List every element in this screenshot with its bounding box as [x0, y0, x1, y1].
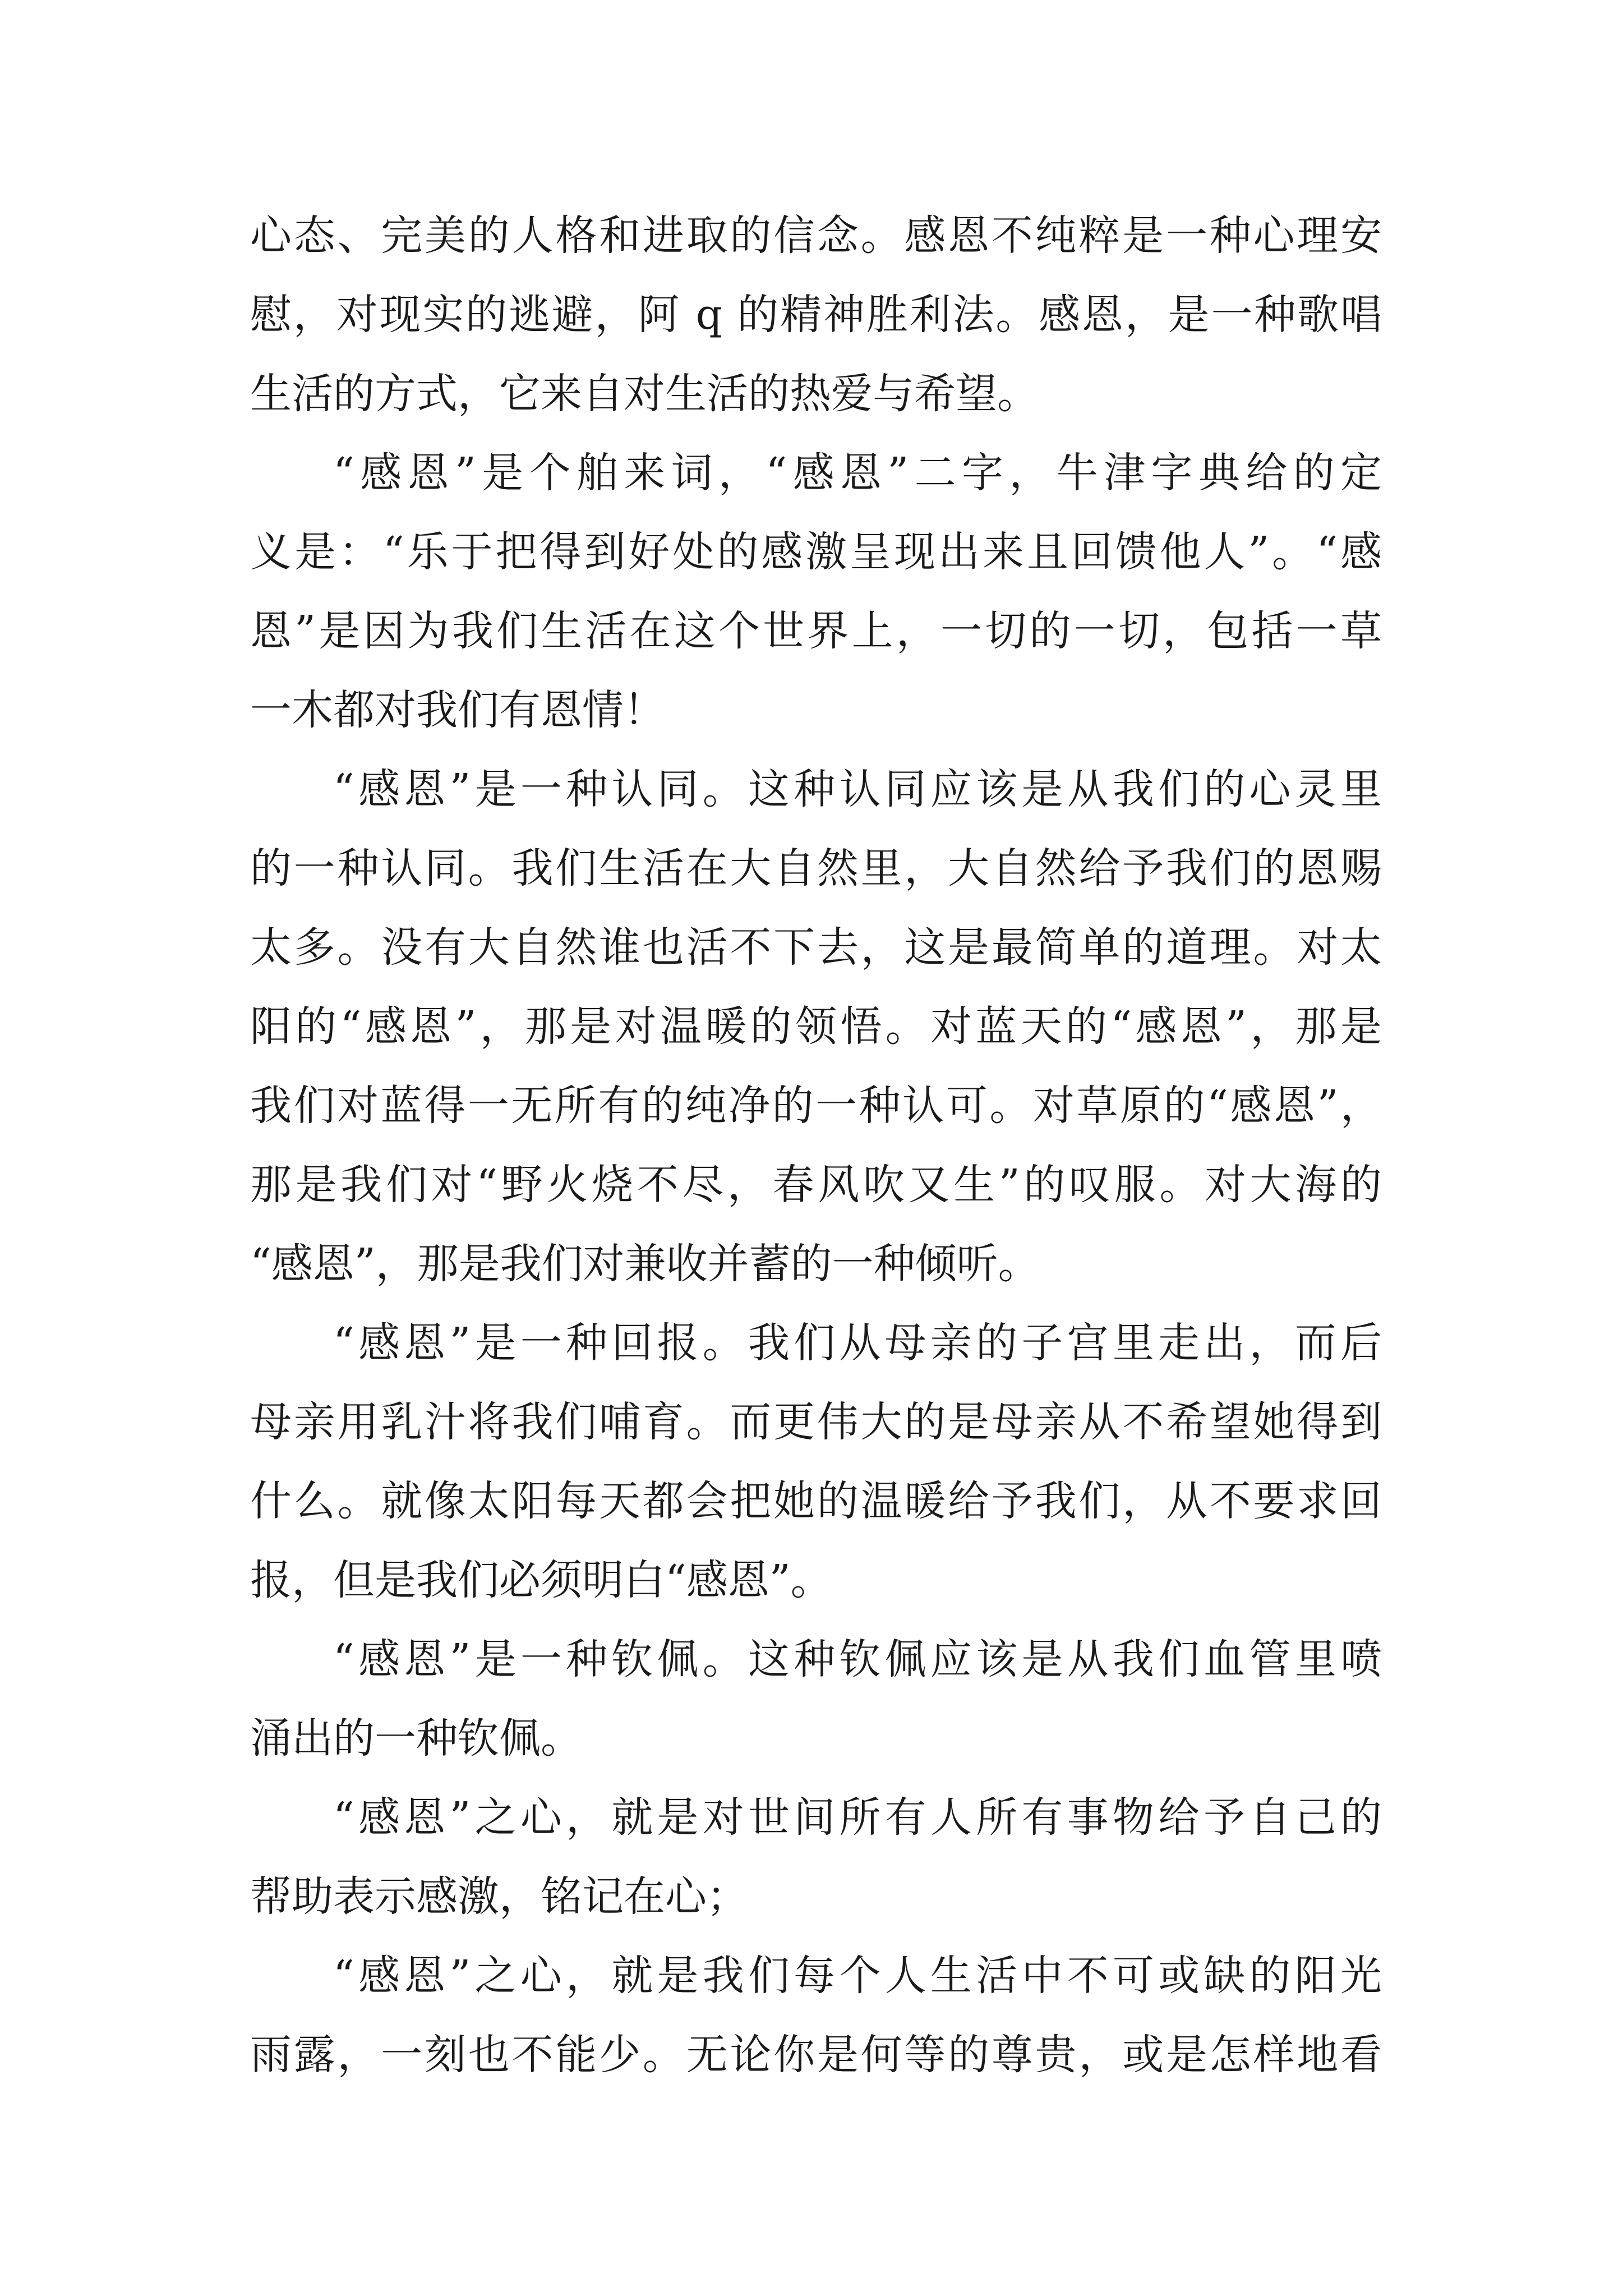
text-line: 母亲用乳汁将我们哺育。而更伟大的是母亲从不希望她得到 — [250, 1398, 1382, 1446]
text-line: 我们对蓝得一无所有的纯净的一种认可。对草原的“感恩”， — [250, 1082, 1382, 1130]
text-line: 报，但是我们必须明白“感恩”。 — [250, 1556, 832, 1604]
text-line: 慰，对现实的逃避，阿 q 的精神胜利法。感恩，是一种歌唱 — [250, 291, 1382, 339]
text-line: “感恩”是一种钦佩。这种钦佩应该是从我们血管里喷 — [333, 1635, 1382, 1683]
text-line: 帮助表示感激，铭记在心； — [250, 1872, 748, 1921]
paragraph — [250, 196, 1382, 434]
text-line: “感恩”是一种回报。我们从母亲的子宫里走出，而后 — [333, 1319, 1382, 1367]
paragraph — [250, 434, 1382, 750]
text-line: 的一种认同。我们生活在大自然里，大自然给予我们的恩赐 — [250, 844, 1382, 892]
text-line: 恩”是因为我们生活在这个世界上，一切的一切，包括一草 — [250, 607, 1382, 655]
text-line: 雨露，一刻也不能少。无论你是何等的尊贵，或是怎样地看 — [250, 2031, 1382, 2079]
text-line: “感恩”是个舶来词，“感恩”二字，牛津字典给的定 — [333, 449, 1382, 497]
paragraph — [250, 1304, 1382, 1620]
text-line: 义是：“乐于把得到好处的感激呈现出来且回馈他人”。“感 — [250, 528, 1382, 576]
paragraph — [250, 1778, 1382, 1936]
text-line: 阳的“感恩”，那是对温暖的领悟。对蓝天的“感恩”，那是 — [250, 1002, 1382, 1051]
document-page — [250, 196, 1382, 2095]
text-line: “感恩”之心，就是对世间所有人所有事物给予自己的 — [333, 1793, 1382, 1842]
text-line: “感恩”，那是我们对兼收并蓄的一种倾听。 — [250, 1240, 1040, 1288]
paragraph — [250, 1936, 1382, 2095]
text-line: “感恩”之心，就是我们每个人生活中不可或缺的阳光 — [333, 1952, 1382, 2000]
text-line: “感恩”是一种认同。这种认同应该是从我们的心灵里 — [333, 765, 1382, 813]
paragraph — [250, 1620, 1382, 1778]
text-line: 什么。就像太阳每天都会把她的温暖给予我们，从不要求回 — [250, 1477, 1382, 1525]
text-line: 生活的方式，它来自对生活的热爱与希望。 — [250, 370, 1039, 418]
text-line: 涌出的一种钦佩。 — [250, 1714, 582, 1763]
text-line: 那是我们对“野火烧不尽，春风吹又生”的叹服。对大海的 — [250, 1161, 1382, 1209]
text-line: 心态、完美的人格和进取的信念。感恩不纯粹是一种心理安 — [250, 211, 1382, 260]
text-line: 太多。没有大自然谁也活不下去，这是最简单的道理。对太 — [250, 923, 1382, 972]
paragraph — [250, 750, 1382, 1304]
text-line: 一木都对我们有恩情！ — [250, 686, 665, 734]
